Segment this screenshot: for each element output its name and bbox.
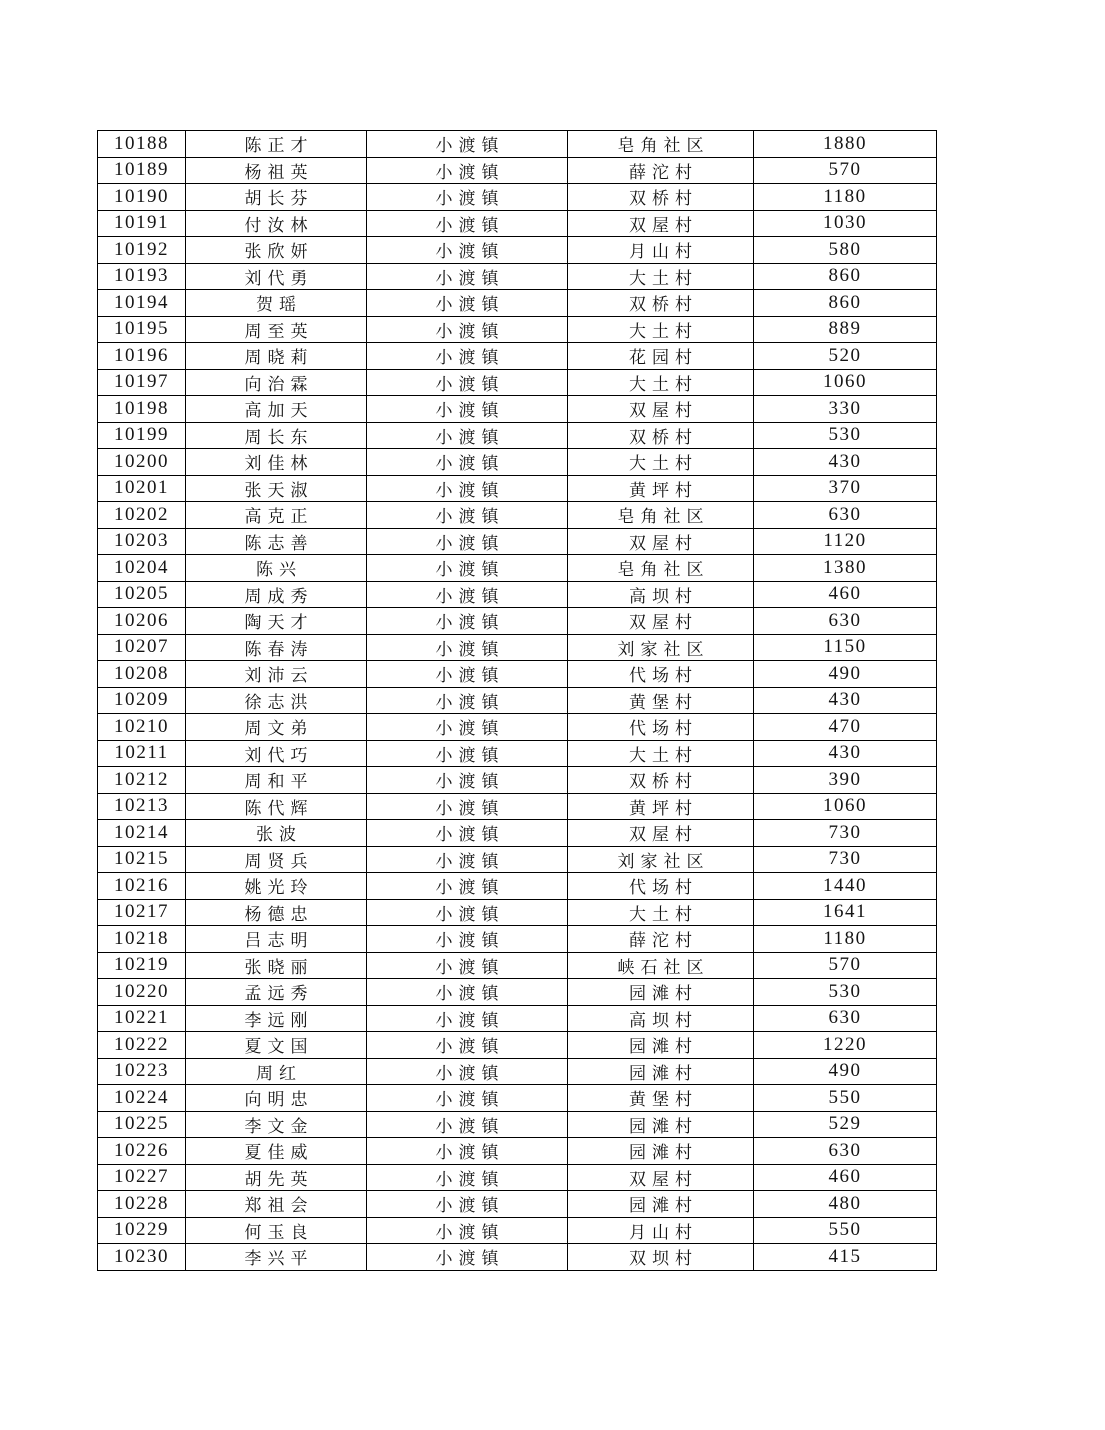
cell-id: 10200 <box>98 449 186 476</box>
cell-id: 10202 <box>98 502 186 529</box>
cell-amount: 490 <box>754 661 937 688</box>
cell-village: 大土村 <box>568 899 754 926</box>
cell-amount: 520 <box>754 343 937 370</box>
table-row <box>98 1058 937 1085</box>
cell-name: 徐志洪 <box>186 687 367 714</box>
cell-id: 10228 <box>98 1191 186 1218</box>
cell-name: 杨德忠 <box>186 899 367 926</box>
cell-town: 小渡镇 <box>367 237 568 264</box>
cell-amount: 1120 <box>754 528 937 555</box>
cell-village: 双桥村 <box>568 767 754 794</box>
cell-town: 小渡镇 <box>367 581 568 608</box>
cell-id: 10230 <box>98 1244 186 1271</box>
cell-town: 小渡镇 <box>367 210 568 237</box>
cell-name: 陈正才 <box>186 131 367 158</box>
cell-town: 小渡镇 <box>367 1085 568 1112</box>
cell-amount: 390 <box>754 767 937 794</box>
cell-village: 峡石社区 <box>568 952 754 979</box>
table-row <box>98 157 937 184</box>
cell-amount: 430 <box>754 449 937 476</box>
cell-amount: 370 <box>754 475 937 502</box>
table-row <box>98 396 937 423</box>
cell-amount: 550 <box>754 1085 937 1112</box>
cell-town: 小渡镇 <box>367 714 568 741</box>
cell-name: 周至英 <box>186 316 367 343</box>
cell-village: 双桥村 <box>568 422 754 449</box>
cell-village: 大土村 <box>568 369 754 396</box>
cell-town: 小渡镇 <box>367 396 568 423</box>
cell-name: 陈代辉 <box>186 793 367 820</box>
cell-village: 代场村 <box>568 661 754 688</box>
cell-name: 杨祖英 <box>186 157 367 184</box>
cell-name: 周成秀 <box>186 581 367 608</box>
cell-id: 10219 <box>98 952 186 979</box>
table-row <box>98 475 937 502</box>
cell-amount: 889 <box>754 316 937 343</box>
cell-town: 小渡镇 <box>367 1111 568 1138</box>
cell-village: 园滩村 <box>568 1032 754 1059</box>
cell-name: 夏佳威 <box>186 1138 367 1165</box>
cell-town: 小渡镇 <box>367 820 568 847</box>
cell-town: 小渡镇 <box>367 926 568 953</box>
cell-id: 10208 <box>98 661 186 688</box>
cell-amount: 1030 <box>754 210 937 237</box>
cell-village: 月山村 <box>568 1217 754 1244</box>
cell-amount: 730 <box>754 846 937 873</box>
cell-town: 小渡镇 <box>367 555 568 582</box>
cell-amount: 415 <box>754 1244 937 1271</box>
cell-id: 10212 <box>98 767 186 794</box>
table-row <box>98 316 937 343</box>
table-row <box>98 210 937 237</box>
cell-village: 薛沱村 <box>568 926 754 953</box>
table-row <box>98 581 937 608</box>
table-row <box>98 449 937 476</box>
cell-amount: 860 <box>754 263 937 290</box>
cell-town: 小渡镇 <box>367 899 568 926</box>
cell-village: 双屋村 <box>568 608 754 635</box>
cell-id: 10190 <box>98 184 186 211</box>
cell-amount: 430 <box>754 740 937 767</box>
table-row <box>98 1032 937 1059</box>
cell-amount: 530 <box>754 422 937 449</box>
cell-id: 10204 <box>98 555 186 582</box>
cell-id: 10207 <box>98 634 186 661</box>
cell-amount: 1380 <box>754 555 937 582</box>
table-row <box>98 555 937 582</box>
cell-town: 小渡镇 <box>367 1164 568 1191</box>
cell-name: 张晓丽 <box>186 952 367 979</box>
cell-name: 张天淑 <box>186 475 367 502</box>
cell-name: 姚光玲 <box>186 873 367 900</box>
table-row <box>98 1111 937 1138</box>
cell-amount: 460 <box>754 1164 937 1191</box>
cell-village: 园滩村 <box>568 1191 754 1218</box>
cell-village: 皂角社区 <box>568 555 754 582</box>
cell-amount: 570 <box>754 952 937 979</box>
cell-name: 付汝林 <box>186 210 367 237</box>
table-row <box>98 608 937 635</box>
cell-name: 周红 <box>186 1058 367 1085</box>
cell-village: 园滩村 <box>568 1111 754 1138</box>
cell-id: 10205 <box>98 581 186 608</box>
table-row <box>98 1217 937 1244</box>
cell-village: 双桥村 <box>568 184 754 211</box>
cell-name: 贺瑶 <box>186 290 367 317</box>
cell-town: 小渡镇 <box>367 979 568 1006</box>
cell-village: 皂角社区 <box>568 502 754 529</box>
cell-village: 双桥村 <box>568 290 754 317</box>
table-row <box>98 767 937 794</box>
table-row <box>98 952 937 979</box>
roster-table <box>97 130 937 1271</box>
cell-village: 双屋村 <box>568 1164 754 1191</box>
cell-town: 小渡镇 <box>367 1005 568 1032</box>
table-row <box>98 740 937 767</box>
cell-village: 大土村 <box>568 263 754 290</box>
cell-id: 10191 <box>98 210 186 237</box>
cell-name: 张欣妍 <box>186 237 367 264</box>
cell-town: 小渡镇 <box>367 740 568 767</box>
cell-village: 双屋村 <box>568 210 754 237</box>
cell-name: 高加天 <box>186 396 367 423</box>
cell-town: 小渡镇 <box>367 369 568 396</box>
cell-amount: 730 <box>754 820 937 847</box>
cell-town: 小渡镇 <box>367 846 568 873</box>
roster-table-body <box>98 131 937 1271</box>
cell-amount: 860 <box>754 290 937 317</box>
cell-village: 大土村 <box>568 316 754 343</box>
cell-village: 代场村 <box>568 714 754 741</box>
table-row <box>98 1138 937 1165</box>
table-row <box>98 422 937 449</box>
cell-id: 10222 <box>98 1032 186 1059</box>
cell-id: 10226 <box>98 1138 186 1165</box>
cell-amount: 1060 <box>754 369 937 396</box>
table-row <box>98 263 937 290</box>
table-row <box>98 846 937 873</box>
cell-name: 周和平 <box>186 767 367 794</box>
cell-town: 小渡镇 <box>367 316 568 343</box>
table-row <box>98 184 937 211</box>
cell-name: 刘佳林 <box>186 449 367 476</box>
cell-id: 10198 <box>98 396 186 423</box>
cell-name: 周晓莉 <box>186 343 367 370</box>
cell-amount: 550 <box>754 1217 937 1244</box>
cell-village: 刘家社区 <box>568 634 754 661</box>
cell-town: 小渡镇 <box>367 343 568 370</box>
cell-village: 园滩村 <box>568 1138 754 1165</box>
cell-name: 何玉良 <box>186 1217 367 1244</box>
cell-village: 园滩村 <box>568 979 754 1006</box>
cell-town: 小渡镇 <box>367 1138 568 1165</box>
cell-name: 向明忠 <box>186 1085 367 1112</box>
cell-id: 10224 <box>98 1085 186 1112</box>
table-row <box>98 873 937 900</box>
cell-name: 刘代巧 <box>186 740 367 767</box>
cell-name: 张波 <box>186 820 367 847</box>
cell-name: 陶天才 <box>186 608 367 635</box>
cell-id: 10225 <box>98 1111 186 1138</box>
cell-amount: 630 <box>754 1005 937 1032</box>
table-row <box>98 343 937 370</box>
cell-village: 代场村 <box>568 873 754 900</box>
cell-name: 吕志明 <box>186 926 367 953</box>
cell-amount: 630 <box>754 1138 937 1165</box>
cell-village: 高坝村 <box>568 581 754 608</box>
cell-amount: 480 <box>754 1191 937 1218</box>
cell-id: 10217 <box>98 899 186 926</box>
cell-name: 高克正 <box>186 502 367 529</box>
cell-town: 小渡镇 <box>367 157 568 184</box>
cell-town: 小渡镇 <box>367 1191 568 1218</box>
cell-id: 10229 <box>98 1217 186 1244</box>
cell-village: 大土村 <box>568 740 754 767</box>
cell-amount: 570 <box>754 157 937 184</box>
cell-amount: 1440 <box>754 873 937 900</box>
table-row <box>98 899 937 926</box>
cell-town: 小渡镇 <box>367 952 568 979</box>
cell-amount: 630 <box>754 608 937 635</box>
cell-village: 黄坪村 <box>568 475 754 502</box>
cell-id: 10206 <box>98 608 186 635</box>
cell-village: 月山村 <box>568 237 754 264</box>
cell-id: 10197 <box>98 369 186 396</box>
cell-amount: 630 <box>754 502 937 529</box>
cell-name: 胡长芬 <box>186 184 367 211</box>
table-row <box>98 926 937 953</box>
cell-town: 小渡镇 <box>367 263 568 290</box>
cell-id: 10214 <box>98 820 186 847</box>
table-row <box>98 979 937 1006</box>
cell-town: 小渡镇 <box>367 449 568 476</box>
cell-town: 小渡镇 <box>367 793 568 820</box>
cell-town: 小渡镇 <box>367 184 568 211</box>
cell-name: 李兴平 <box>186 1244 367 1271</box>
cell-town: 小渡镇 <box>367 661 568 688</box>
table-row <box>98 1191 937 1218</box>
cell-id: 10192 <box>98 237 186 264</box>
cell-village: 花园村 <box>568 343 754 370</box>
cell-name: 周文弟 <box>186 714 367 741</box>
cell-village: 双屋村 <box>568 396 754 423</box>
cell-name: 刘代勇 <box>186 263 367 290</box>
cell-town: 小渡镇 <box>367 873 568 900</box>
cell-amount: 1180 <box>754 184 937 211</box>
table-row <box>98 1244 937 1271</box>
cell-village: 皂角社区 <box>568 131 754 158</box>
cell-village: 园滩村 <box>568 1058 754 1085</box>
cell-id: 10199 <box>98 422 186 449</box>
cell-village: 大土村 <box>568 449 754 476</box>
table-row <box>98 634 937 661</box>
cell-village: 刘家社区 <box>568 846 754 873</box>
cell-amount: 1180 <box>754 926 937 953</box>
cell-name: 李文金 <box>186 1111 367 1138</box>
table-row <box>98 661 937 688</box>
cell-name: 陈春涛 <box>186 634 367 661</box>
cell-amount: 330 <box>754 396 937 423</box>
cell-town: 小渡镇 <box>367 290 568 317</box>
cell-town: 小渡镇 <box>367 502 568 529</box>
cell-id: 10189 <box>98 157 186 184</box>
cell-name: 李远刚 <box>186 1005 367 1032</box>
table-row <box>98 793 937 820</box>
cell-name: 陈兴 <box>186 555 367 582</box>
cell-name: 向治霖 <box>186 369 367 396</box>
cell-village: 黄坪村 <box>568 793 754 820</box>
cell-id: 10201 <box>98 475 186 502</box>
cell-town: 小渡镇 <box>367 1217 568 1244</box>
cell-village: 双屋村 <box>568 528 754 555</box>
table-row <box>98 1164 937 1191</box>
cell-id: 10213 <box>98 793 186 820</box>
cell-id: 10196 <box>98 343 186 370</box>
cell-name: 夏文国 <box>186 1032 367 1059</box>
cell-town: 小渡镇 <box>367 634 568 661</box>
cell-amount: 1060 <box>754 793 937 820</box>
cell-id: 10216 <box>98 873 186 900</box>
cell-name: 刘沛云 <box>186 661 367 688</box>
table-row <box>98 714 937 741</box>
table-row <box>98 820 937 847</box>
cell-id: 10218 <box>98 926 186 953</box>
cell-amount: 529 <box>754 1111 937 1138</box>
table-row <box>98 131 937 158</box>
cell-village: 高坝村 <box>568 1005 754 1032</box>
cell-name: 孟远秀 <box>186 979 367 1006</box>
cell-id: 10211 <box>98 740 186 767</box>
cell-id: 10194 <box>98 290 186 317</box>
cell-id: 10195 <box>98 316 186 343</box>
cell-name: 陈志善 <box>186 528 367 555</box>
table-row <box>98 369 937 396</box>
cell-amount: 580 <box>754 237 937 264</box>
cell-id: 10210 <box>98 714 186 741</box>
cell-town: 小渡镇 <box>367 1032 568 1059</box>
cell-amount: 490 <box>754 1058 937 1085</box>
cell-amount: 470 <box>754 714 937 741</box>
cell-name: 周长东 <box>186 422 367 449</box>
cell-name: 郑祖会 <box>186 1191 367 1218</box>
table-row <box>98 290 937 317</box>
cell-id: 10209 <box>98 687 186 714</box>
cell-town: 小渡镇 <box>367 1244 568 1271</box>
cell-id: 10220 <box>98 979 186 1006</box>
cell-id: 10203 <box>98 528 186 555</box>
table-row <box>98 237 937 264</box>
cell-id: 10223 <box>98 1058 186 1085</box>
cell-town: 小渡镇 <box>367 767 568 794</box>
cell-village: 双屋村 <box>568 820 754 847</box>
table-row <box>98 502 937 529</box>
cell-id: 10221 <box>98 1005 186 1032</box>
cell-town: 小渡镇 <box>367 422 568 449</box>
cell-amount: 1880 <box>754 131 937 158</box>
cell-village: 双坝村 <box>568 1244 754 1271</box>
cell-id: 10227 <box>98 1164 186 1191</box>
cell-amount: 1641 <box>754 899 937 926</box>
cell-id: 10188 <box>98 131 186 158</box>
cell-town: 小渡镇 <box>367 475 568 502</box>
cell-town: 小渡镇 <box>367 1058 568 1085</box>
cell-amount: 430 <box>754 687 937 714</box>
cell-town: 小渡镇 <box>367 528 568 555</box>
cell-amount: 460 <box>754 581 937 608</box>
table-row <box>98 1085 937 1112</box>
cell-village: 黄堡村 <box>568 687 754 714</box>
cell-village: 黄堡村 <box>568 1085 754 1112</box>
table-row <box>98 528 937 555</box>
cell-amount: 530 <box>754 979 937 1006</box>
cell-town: 小渡镇 <box>367 687 568 714</box>
cell-town: 小渡镇 <box>367 608 568 635</box>
cell-name: 周贤兵 <box>186 846 367 873</box>
cell-town: 小渡镇 <box>367 131 568 158</box>
table-row <box>98 687 937 714</box>
cell-village: 薛沱村 <box>568 157 754 184</box>
cell-amount: 1150 <box>754 634 937 661</box>
cell-id: 10215 <box>98 846 186 873</box>
cell-amount: 1220 <box>754 1032 937 1059</box>
cell-name: 胡先英 <box>186 1164 367 1191</box>
cell-id: 10193 <box>98 263 186 290</box>
table-row <box>98 1005 937 1032</box>
